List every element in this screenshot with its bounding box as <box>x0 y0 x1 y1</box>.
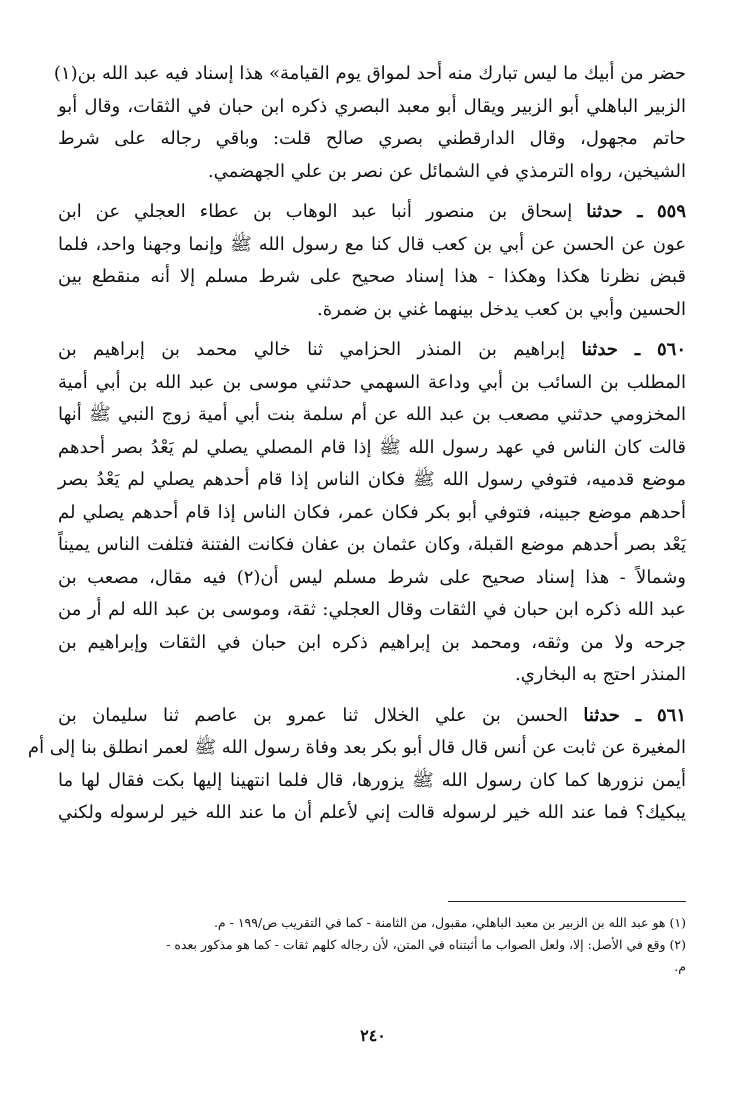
hadith-keyword: حدثنا <box>583 704 620 726</box>
footnote-1: (١) هو عبد الله بن الزبير بن معبد الباهلي، مقبول، من الثامنة - كما في التقريب ص/١٩٩ - م. <box>213 915 686 930</box>
hadith-number: ٥٥٩ <box>656 201 686 222</box>
hadith-first-line: ٥٦١ ـ حدثنا الحسن بن علي الخلال ثنا عمرو بن عاصم ثنا سليمان بن <box>58 704 686 726</box>
text-line: الحسين وأبي بن كعب يدخل بينهما غني بن ضمرة. <box>316 298 686 320</box>
text-line: الزبير الباهلي أبو الزبير ويقال أبو معبد البصري ذكره ابن حبان في الثقات، وقال أبو <box>58 95 686 117</box>
hadith-keyword: حدثنا <box>586 201 623 222</box>
text-line: جرحه ولا من وثقه، ومحمد بن إبراهيم ذكره ابن حبان في الثقات وإبراهيم بن <box>58 631 686 653</box>
hadith-first-line: ٥٥٩ ـ حدثنا إسحاق بن منصور أنبا عبد الوهاب بن عطاء العجلي عن ابن <box>58 201 686 222</box>
intro-paragraph <box>53 58 686 188</box>
text-line: قالت كان الناس في عهد رسول الله ﷺ إذا قام المصلي يصلي لم يَعْدُ بصر أحدهم <box>58 436 686 458</box>
hadith-first-line: ٥٦٠ ـ حدثنا إبراهيم بن المنذر الحزامي ثنا خالي محمد بن إبراهيم بن <box>58 339 686 360</box>
text-run: إبراهيم بن المنذر الحزامي ثنا خالي محمد بن إبراهيم بن <box>58 339 582 360</box>
hadith-559 <box>58 196 686 326</box>
text-run: إسحاق بن منصور أنبا عبد الوهاب بن عطاء العجلي عن ابن <box>58 201 587 222</box>
hadith-560 <box>58 334 686 692</box>
text-line: المنذر احتج به البخاري. <box>515 664 686 685</box>
text-line: أحدهم موضع جبينه، فتوفي أبو بكر فكان عمر، فكان الناس إذا قام أحدهم يصلي لم <box>58 501 686 523</box>
text-line: وشمالاً - هذا إسناد صحيح على شرط مسلم ليس أن(٢) فيه مقال، مصعب بن <box>58 566 686 588</box>
footnotes <box>58 912 686 978</box>
text-line: المغيرة عن ثابت عن أنس قال قال أبو بكر بعد وفاة رسول الله ﷺ لعمر انطلق بنا إلى أم <box>27 737 686 758</box>
text-line: عبد الله ذكره ابن حبان في الثقات وقال العجلي: ثقة، وموسى بن عبد الله لم أر من <box>58 599 686 620</box>
footnote-2-continuation: م. <box>674 959 686 974</box>
hadith-number: ٥٦١ <box>656 704 686 726</box>
text-line: يَعْد بصر أحدهم موضع القبلة، وكان عثمان بن عفان فكانت الفتنة فتلفت الناس يميناً <box>58 534 686 555</box>
text-line: عون عن الحسن عن أبي بن كعب قال كنا مع رسول الله ﷺ وإنما وجهنا واحد، فلما <box>58 233 686 255</box>
hadith-keyword: حدثنا <box>581 339 618 360</box>
page-body <box>27 58 687 830</box>
text-line: الشيخين، رواه الترمذي في الشمائل عن نصر بن علي الجهضمي. <box>207 160 686 182</box>
footnote-divider <box>448 901 686 902</box>
text-line: موضع قدميه، فتوفي رسول الله ﷺ فكان الناس إذا قام أحدهم يصلي لم يَعْدُ بصر <box>58 469 686 490</box>
text-run: الحسن بن علي الخلال ثنا عمرو بن عاصم ثنا سليمان بن <box>58 704 584 726</box>
text-line: حاتم مجهول، وقال الدارقطني بصري صالح قلت: وباقي رجاله على شرط <box>58 128 686 149</box>
hadith-561 <box>27 700 687 830</box>
text-line: المخزومي حدثني مصعب بن عبد الله عن أم سلمة بنت أبي أمية زوج النبي ﷺ أنها <box>58 404 686 425</box>
text-line: حضر من أبيك ما ليس تبارك منه أحد لمواق يوم القيامة» هذا إسناد فيه عبد الله بن(١) <box>53 63 686 84</box>
footnote-2: (٢) وقع في الأصل: إلا، ولعل الصواب ما أثبتناه في المتن، لأن رجاله كلهم ثقات - كما هو مذكور بعده - <box>166 937 686 952</box>
text-line: أيمن نزورها كما كان رسول الله ﷺ يزورها، قال فلما انتهينا إليها بكت فقال لها ما <box>58 769 686 791</box>
hadith-number: ٥٦٠ <box>656 339 686 360</box>
page-number: ٢٤٠ <box>360 1026 386 1045</box>
text-line: قبض نظرنا هكذا وهكذا - هذا إسناد صحيح على شرط مسلم إلا أنه منقطع بين <box>58 266 686 287</box>
text-line: يبكيك؟ فما عند الله خير لرسوله قالت إني لأعلم أن ما عند الله خير لرسوله ولكني <box>58 802 687 823</box>
text-line: المطلب بن السائب بن أبي وداعة السهمي حدثني موسى بن عبد الله بن أبي أمية <box>58 371 686 393</box>
